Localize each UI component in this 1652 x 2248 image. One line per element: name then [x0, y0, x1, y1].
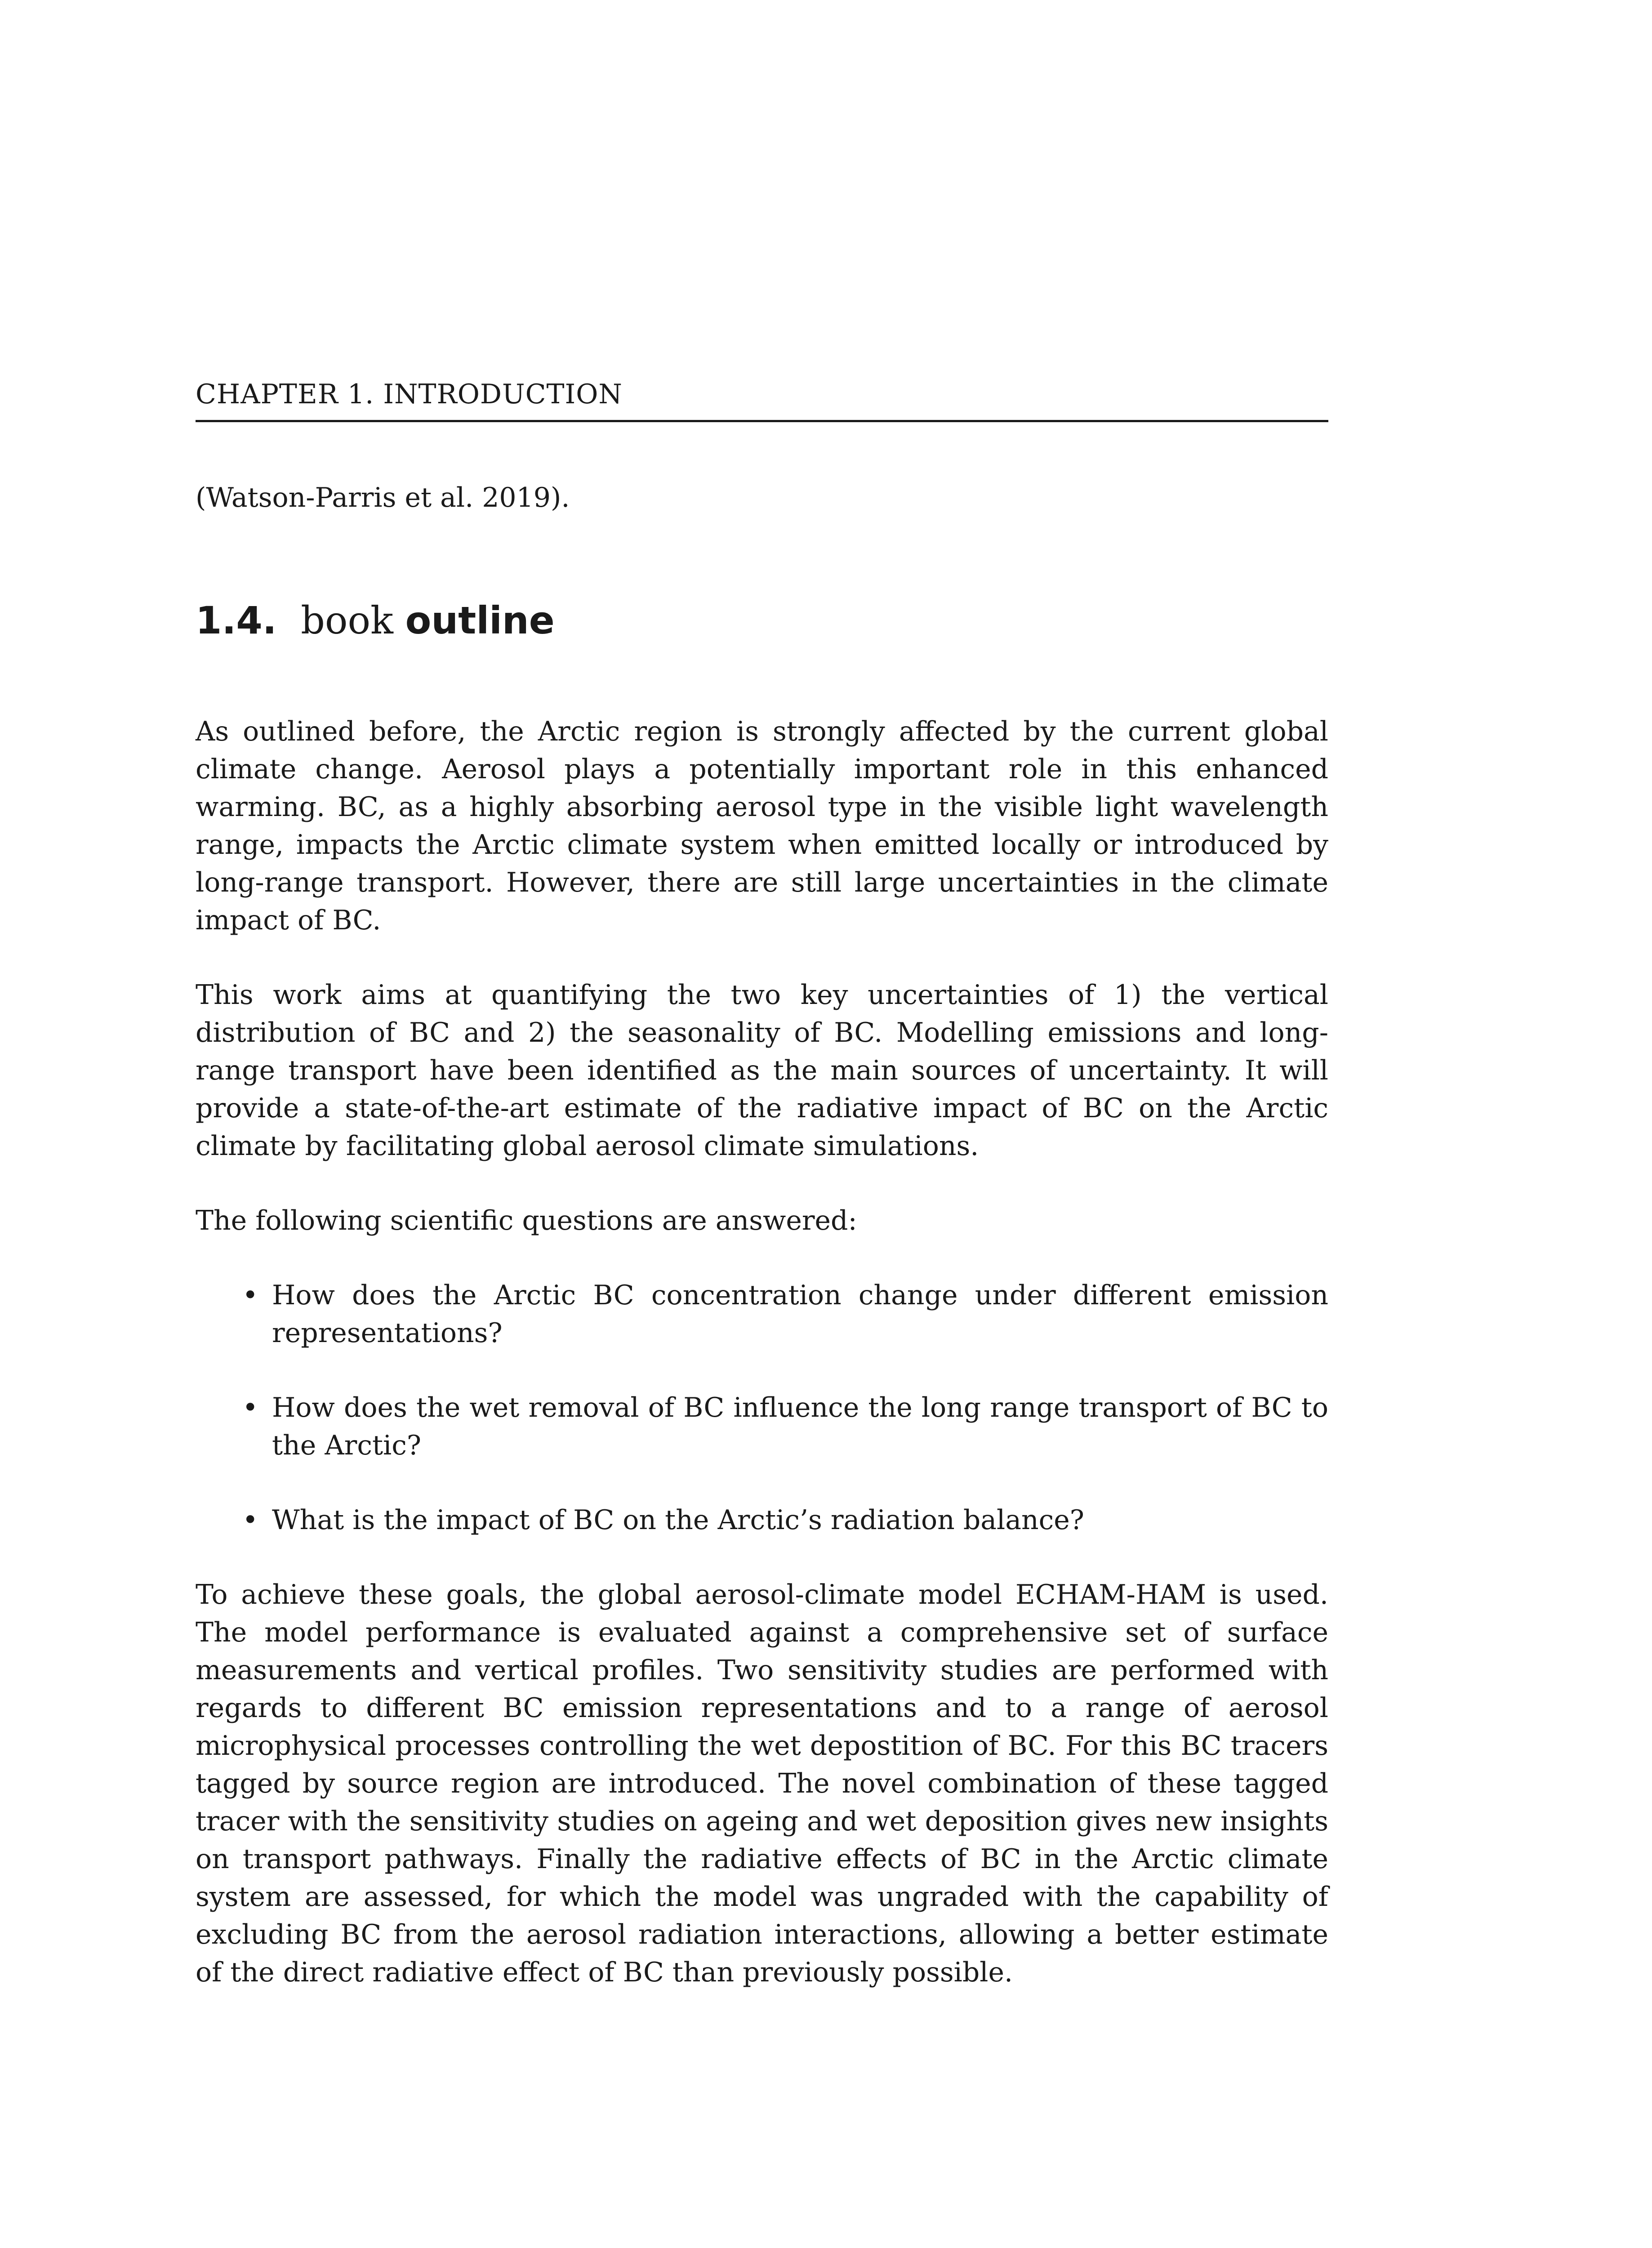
paragraph-closing: To achieve these goals, the global aerosol-climate model ECHAM-HAM is used. The model performance is evaluated against a comprehensive set of surface measurements and vertical profiles. Two sensitivity studies are performed with regards to different BC emission representations and to a range of aerosol microphysical processes controlling the wet depostition of BC. For this BC tracers tagged by source region are introduced. The novel combination of these tagged tracer with the sensitivity studies on ageing and wet deposition gives new insights on transport pathways. Finally the radiative effects of BC in the Arctic climate system are assessed, for which the model was ungraded with the capability of excluding BC from the aerosol radiation interactions, allowing a better estimate of the direct radiative effect of BC than previously possible.	[196, 1579, 1328, 1988]
bullet-icon: •	[242, 1392, 258, 1423]
header-rule	[196, 420, 1328, 422]
bullet-icon: •	[242, 1280, 258, 1311]
body-text	[196, 713, 1328, 2028]
question-text: What is the impact of BC on the Arctic’s radiation balance?	[272, 1504, 1084, 1536]
section-title-plain: book	[301, 598, 393, 642]
paragraph-intro: As outlined before, the Arctic region is strongly affected by the current global climate change. Aerosol plays a potentially important role in this enhanced warming. BC, as a highly absorbing aerosol type in the visible light wavelength range, impacts the Arctic climate system when emitted locally or introduced by long-range transport. However, there are still large uncertainties in the climate impact of BC.	[196, 716, 1328, 936]
paragraph-questions-lead: The following scientific questions are answered:	[196, 1205, 857, 1236]
section-heading	[196, 593, 555, 647]
question-text: How does the Arctic BC concentration change under different emission representations?	[272, 1280, 1328, 1349]
list-item	[196, 1501, 1328, 1539]
question-text: How does the wet removal of BC influence the long range transport of BC to the Arctic?	[272, 1392, 1328, 1461]
section-title-bold: outline	[405, 598, 555, 642]
running-head: CHAPTER 1. INTRODUCTION	[196, 379, 623, 410]
paragraph-aims: This work aims at quantifying the two key uncertainties of 1) the vertical distribution of BC and 2) the seasonality of BC. Modelling emissions and long-range transport have been identified as the main sources of uncertainty. It will provide a state-of-the-art estimate of the radiative impact of BC on the Arctic climate by facilitating global aerosol climate simulations.	[196, 979, 1328, 1162]
continuation-text: (Watson-Parris et al. 2019).	[196, 482, 570, 513]
bullet-icon: •	[242, 1504, 258, 1536]
list-item	[196, 1389, 1328, 1464]
section-number: 1.4.	[196, 598, 277, 642]
questions-list	[196, 1276, 1328, 1539]
list-item	[196, 1276, 1328, 1352]
